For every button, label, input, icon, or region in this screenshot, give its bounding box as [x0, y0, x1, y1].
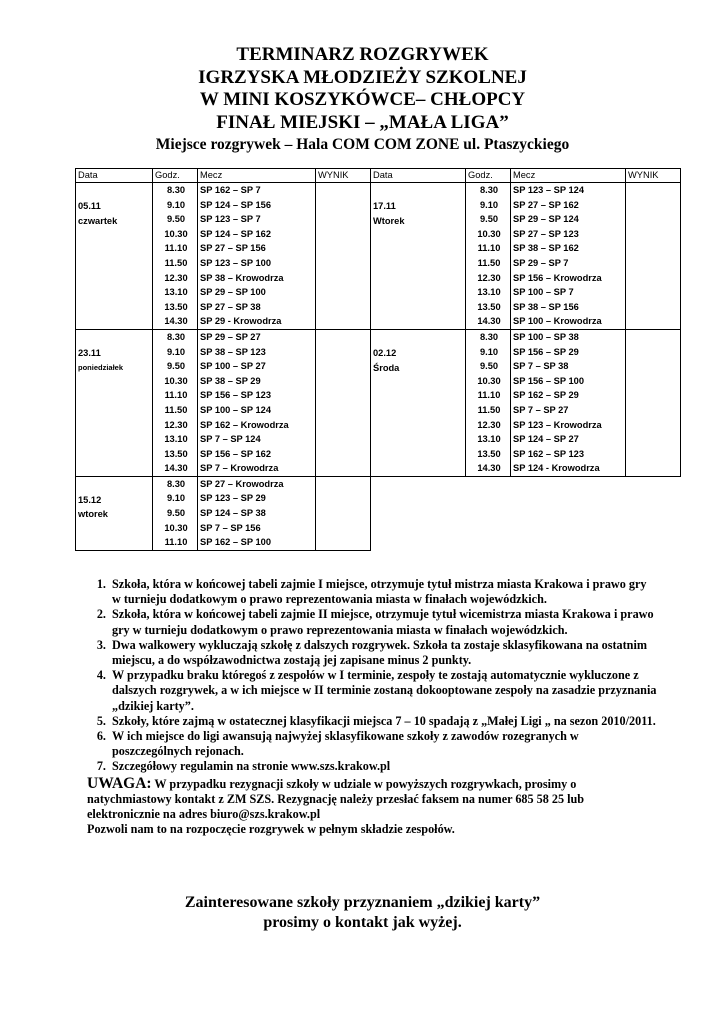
match-time: 11.10: [164, 537, 188, 548]
closing-line-1: Zainteresowane szkoły przyznaniem „dzikiej karty”: [184, 894, 541, 911]
title-line-2: IGRZYSKA MŁODZIEŻY SZKOLNEJ: [198, 66, 527, 88]
match-pairing: SP 29 – SP 100: [200, 287, 266, 298]
match-time: 8.30: [166, 478, 186, 489]
closing-line-2: prosimy o kontakt jak wyżej.: [263, 914, 462, 931]
match-time: 13.10: [477, 434, 501, 445]
match-pairing: SP 123 – Krowodrza: [513, 419, 602, 430]
venue-line: Miejsce rozgrywek – Hala COM COM ZONE ul. Ptaszyckiego: [155, 136, 570, 153]
rules-notes: [87, 577, 657, 837]
match-time: 14.30: [477, 316, 501, 327]
match-pairing: SP 27 – SP 38: [200, 301, 261, 312]
match-pairing: SP 29 – SP 124: [513, 214, 579, 225]
match-time: 9.50: [166, 508, 186, 519]
match-time: 8.30: [166, 185, 186, 195]
result-cell: [626, 183, 681, 330]
result-cell: [316, 183, 371, 330]
header-wynik: WYNIK: [316, 169, 371, 183]
title-line-1: TERMINARZ ROZGRYWEK: [236, 44, 489, 65]
match-day: czwartek: [78, 215, 118, 226]
uwaga-text: W przypadku rezygnacji szkoły w udziale w powyższych rozgrywkach, prosimy o natychmiastowy kontakt z ZM SZS. Rezygnację należy przesłać faksem na numer 685 58 25 lub elektronicznie na adres biuro@szs.krakow.pl: [87, 776, 585, 822]
match-time: 13.10: [164, 434, 188, 445]
match-day: Środa: [373, 362, 400, 373]
match-time: 13.10: [477, 287, 501, 298]
match-pairing: SP 100 – SP 27: [200, 361, 266, 372]
match-time: 9.10: [166, 346, 186, 357]
header-mecz: Mecz: [198, 169, 316, 183]
match-date: 23.11: [78, 347, 101, 358]
match-pairing: SP 162 – SP 123: [513, 448, 584, 459]
rule-item: 2. Szkoła, która w końcowej tabeli zajmie II miejsce, otrzymuje tytuł wicemistrza miasta Krakowa i prawo gry w turnieju dodatkowym o prawo reprezentowania miasta w finałach wojewódzkich.: [109, 607, 657, 637]
match-time: 13.50: [164, 448, 188, 459]
match-pairing: SP 156 – SP 100: [513, 375, 584, 386]
time-cell: [466, 183, 511, 330]
schedule-block-row: [76, 183, 681, 330]
date-cell: [76, 476, 153, 550]
match-pairing: SP 156 – SP 29: [513, 346, 579, 357]
rule-item: 1. Szkoła, która w końcowej tabeli zajmie I miejsce, otrzymuje tytuł mistrza miasta Krakowa i prawo gry w turnieju dodatkowym o prawo reprezentowania miasta w finałach wojewódzkich.: [109, 577, 657, 607]
match-pairing: SP 123 – SP 124: [513, 185, 584, 195]
match-day: wtorek: [78, 509, 108, 520]
match-time: 9.50: [166, 214, 186, 225]
match-time: 9.50: [479, 214, 499, 225]
match-time: 14.30: [164, 316, 188, 327]
match-pairing: SP 38 – Krowodrza: [200, 272, 284, 283]
closing-note: [0, 893, 725, 933]
rules-list: [87, 577, 657, 775]
header-mecz-2: Mecz: [511, 169, 626, 183]
time-cell: [153, 476, 198, 550]
match-pairing: SP 156 – SP 162: [200, 448, 271, 459]
match-time: 14.30: [164, 463, 188, 474]
match-pairing: SP 162 – SP 7: [200, 185, 261, 195]
match-pairing: SP 29 – SP 7: [513, 257, 569, 268]
match-date: 02.12: [373, 347, 397, 358]
rule-item: 4. W przypadku braku któregoś z zespołów w I terminie, zespoły te zostają automatycznie wykluczone z dalszych rozgrywek, a w ich miejsce w II terminie zostaną dokooptowane zespoły na zasadzie przyznania „dzikiej karty”.: [109, 668, 657, 714]
match-time: 8.30: [479, 331, 499, 342]
match-day: poniedziałek: [78, 362, 124, 372]
match-time: 9.10: [166, 493, 186, 504]
result-cell: [316, 476, 371, 550]
match-time: 10.30: [164, 375, 188, 386]
time-cell: [153, 329, 198, 476]
match-date: 15.12: [78, 494, 102, 505]
result-cell: [626, 329, 681, 476]
time-cell: [153, 183, 198, 330]
match-pairing: SP 100 – SP 7: [513, 287, 574, 298]
match-time: 13.50: [477, 301, 501, 312]
match-time: 10.30: [164, 522, 188, 533]
matches-cell: [198, 476, 316, 550]
match-pairing: SP 7 – SP 27: [513, 404, 569, 415]
match-time: 11.10: [164, 390, 188, 401]
header-data: Data: [76, 169, 153, 183]
match-time: 11.10: [477, 243, 501, 254]
date-cell: [371, 183, 466, 330]
rule-item: 6. W ich miejsce do ligi awansują najwyżej sklasyfikowane szkoły z zawodów rozegranych w poszczególnych rejonach.: [109, 729, 657, 759]
uwaga-label: UWAGA:: [87, 774, 152, 792]
match-time: 11.10: [164, 243, 188, 254]
match-time: 9.10: [166, 199, 186, 210]
match-time: 11.50: [164, 404, 188, 415]
match-time: 9.10: [479, 346, 499, 357]
match-pairing: SP 100 – Krowodrza: [513, 316, 602, 327]
empty-block: [371, 476, 681, 550]
matches-cell: [511, 183, 626, 330]
match-time: 8.30: [166, 331, 186, 342]
match-pairing: SP 38 – SP 156: [513, 301, 579, 312]
result-cell: [316, 329, 371, 476]
date-cell: [76, 183, 153, 330]
match-pairing: SP 38 – SP 162: [513, 243, 579, 254]
match-day: Wtorek: [373, 215, 405, 226]
match-time: 11.50: [477, 404, 501, 415]
match-pairing: SP 123 – SP 100: [200, 257, 271, 268]
match-pairing: SP 156 – SP 123: [200, 390, 271, 401]
schedule-table: [75, 168, 681, 551]
match-pairing: SP 124 – SP 27: [513, 434, 579, 445]
match-time: 10.30: [164, 228, 188, 239]
header-godz: Godz.: [153, 169, 198, 183]
match-date: 17.11: [373, 201, 396, 211]
table-header-row: [76, 169, 681, 183]
rule-item: 3. Dwa walkowery wykluczają szkołę z dalszych rozgrywek. Szkoła ta zostaje sklasyfikowana na ostatnim miejscu, a do współzawodnictwa zostają jej zapisane minus 2 punkty.: [109, 638, 657, 668]
match-pairing: SP 7 – SP 156: [200, 522, 261, 533]
match-time: 10.30: [477, 228, 501, 239]
match-time: 10.30: [477, 375, 501, 386]
date-cell: [371, 329, 466, 476]
match-pairing: SP 123 – SP 29: [200, 493, 266, 504]
match-pairing: SP 124 – SP 162: [200, 228, 271, 239]
date-cell: [76, 329, 153, 476]
match-time: 9.50: [479, 361, 499, 372]
match-time: 12.30: [477, 272, 501, 283]
match-pairing: SP 7 – SP 38: [513, 361, 569, 372]
document-header: [0, 44, 725, 155]
schedule-block-row: [76, 476, 681, 550]
uwaga-line-2: Pozwoli nam to na rozpoczęcie rozgrywek w pełnym składzie zespołów.: [87, 822, 455, 837]
match-pairing: SP 7 – Krowodrza: [200, 463, 279, 474]
match-time: 14.30: [477, 463, 501, 474]
match-pairing: SP 27 – Krowodrza: [200, 478, 284, 489]
header-godz-2: Godz.: [466, 169, 511, 183]
match-pairing: SP 123 – SP 7: [200, 214, 261, 225]
match-time: 12.30: [164, 419, 188, 430]
uwaga-notice: [87, 776, 657, 823]
header-data-2: Data: [371, 169, 466, 183]
match-pairing: SP 29 - Krowodrza: [200, 316, 282, 327]
matches-cell: [511, 329, 626, 476]
match-pairing: SP 27 – SP 156: [200, 243, 266, 254]
match-pairing: SP 162 – SP 29: [513, 390, 579, 401]
match-time: 8.30: [479, 185, 499, 195]
rule-item: 7. Szczegółowy regulamin na stronie www.szs.krakow.pl: [109, 759, 657, 774]
match-pairing: SP 100 – SP 124: [200, 404, 271, 415]
match-time: 13.10: [164, 287, 188, 298]
schedule-block-row: [76, 329, 681, 476]
title-line-4: FINAŁ MIEJSKI – „MAŁA LIGA”: [216, 111, 509, 133]
match-pairing: SP 156 – Krowodrza: [513, 272, 602, 283]
match-pairing: SP 27 – SP 162: [513, 199, 579, 210]
match-pairing: SP 27 – SP 123: [513, 228, 579, 239]
title-line-3: W MINI KOSZYKÓWCE– CHŁOPCY: [199, 89, 526, 110]
match-pairing: SP 100 – SP 38: [513, 331, 579, 342]
match-pairing: SP 124 – SP 156: [200, 199, 271, 210]
match-time: 13.50: [477, 448, 501, 459]
header-wynik-2: WYNIK: [626, 169, 681, 183]
match-pairing: SP 124 – SP 38: [200, 508, 266, 519]
match-time: 11.50: [477, 257, 501, 268]
match-time: 11.10: [477, 390, 501, 401]
match-pairing: SP 7 – SP 124: [200, 434, 261, 445]
match-pairing: SP 38 – SP 123: [200, 346, 266, 357]
match-pairing: SP 162 – Krowodrza: [200, 419, 289, 430]
match-time: 11.50: [164, 257, 188, 268]
matches-cell: [198, 183, 316, 330]
time-cell: [466, 329, 511, 476]
matches-cell: [198, 329, 316, 476]
rule-item: 5. Szkoły, które zajmą w ostatecznej klasyfikacji miejsca 7 – 10 spadają z „Małej Ligi „ na sezon 2010/2011.: [109, 714, 657, 729]
match-time: 13.50: [164, 301, 188, 312]
match-time: 12.30: [477, 419, 501, 430]
match-time: 12.30: [164, 272, 188, 283]
match-pairing: SP 162 – SP 100: [200, 537, 271, 548]
match-pairing: SP 38 – SP 29: [200, 375, 261, 386]
match-time: 9.50: [166, 361, 186, 372]
match-pairing: SP 124 - Krowodrza: [513, 463, 600, 474]
match-pairing: SP 29 – SP 27: [200, 331, 261, 342]
match-date: 05.11: [78, 201, 101, 211]
match-time: 9.10: [479, 199, 499, 210]
